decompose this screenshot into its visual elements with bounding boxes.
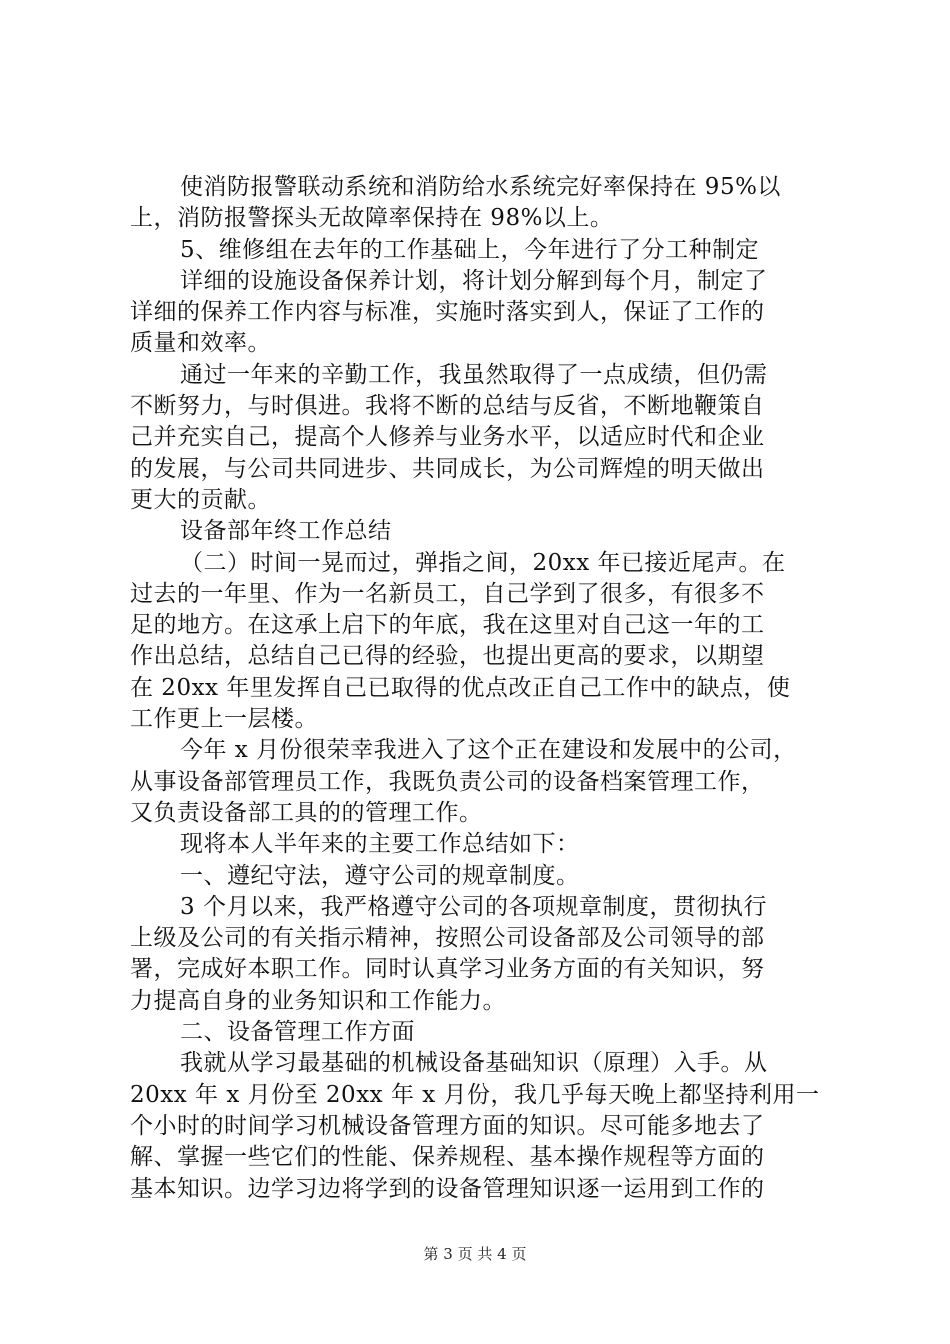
- text-line: 更大的贡献。: [130, 486, 271, 513]
- text-line: 过去的一年里、作为一名新员工，自己学到了很多，有很多不: [130, 580, 765, 607]
- text-line: 个小时的时间学习机械设备管理方面的知识。尽可能多地去了: [130, 1112, 765, 1139]
- text-line: 解、掌握一些它们的性能、保养规程、基本操作规程等方面的: [130, 1144, 765, 1171]
- document-body: [130, 172, 830, 1205]
- page-footer: 第 3 页 共 4 页: [423, 1245, 527, 1263]
- text-line: 力提高自身的业务知识和工作能力。: [130, 987, 506, 1014]
- text-line: 在 20xx 年里发挥自己已取得的优点改正自己工作中的缺点，使: [130, 674, 791, 701]
- text-line: 己并充实自己，提高个人修养与业务水平，以适应时代和企业: [130, 424, 765, 451]
- text-line: 上，消防报警探头无故障率保持在 98%以上。: [130, 205, 614, 232]
- text-line: 不断努力，与时俱进。我将不断的总结与反省，不断地鞭策自: [130, 393, 765, 420]
- text-line: 今年 x 月份很荣幸我进入了这个正在建设和发展中的公司，: [180, 737, 797, 764]
- text-line: 质量和效率。: [130, 330, 271, 357]
- text-line: 详细的保养工作内容与标准，实施时落实到人，保证了工作的: [130, 299, 765, 326]
- text-line: 作出总结，总结自己已得的经验，也提出更高的要求，以期望: [130, 643, 765, 670]
- text-line: 现将本人半年来的主要工作总结如下：: [180, 831, 580, 858]
- text-line: 基本知识。边学习边将学到的设备管理知识逐一运用到工作的: [130, 1175, 765, 1202]
- text-line: 详细的设施设备保养计划，将计划分解到每个月，制定了: [180, 267, 768, 294]
- text-line: （二）时间一晃而过，弹指之间，20xx 年已接近尾声。在: [180, 549, 786, 576]
- text-line: 的发展，与公司共同进步、共同成长，为公司辉煌的明天做出: [130, 455, 765, 482]
- text-line: 20xx 年 x 月份至 20xx 年 x 月份，我几乎每天晚上都坚持利用一: [130, 1081, 820, 1108]
- text-line: 足的地方。在这承上启下的年底，我在这里对自己这一年的工: [130, 612, 765, 639]
- text-line: 从事设备部管理员工作，我既负责公司的设备档案管理工作，: [130, 768, 765, 795]
- text-line: 使消防报警联动系统和消防给水系统完好率保持在 95%以: [180, 174, 781, 200]
- text-line: 我就从学习最基础的机械设备基础知识（原理）入手。从: [180, 1050, 768, 1077]
- text-line: 又负责设备部工具的的管理工作。: [130, 799, 483, 826]
- text-line: 署，完成好本职工作。同时认真学习业务方面的有关知识，努: [130, 956, 765, 983]
- text-line: 二、设备管理工作方面: [180, 1019, 415, 1046]
- text-line: 5、维修组在去年的工作基础上，今年进行了分工种制定: [180, 236, 760, 263]
- text-line: 上级及公司的有关指示精神，按照公司设备部及公司领导的部: [130, 925, 765, 952]
- text-line: 工作更上一层楼。: [130, 706, 318, 733]
- text-line: 设备部年终工作总结: [180, 518, 392, 545]
- text-line: 通过一年来的辛勤工作，我虽然取得了一点成绩，但仍需: [180, 361, 768, 388]
- text-line: 3 个月以来，我严格遵守公司的各项规章制度，贯彻执行: [180, 893, 767, 920]
- text-line: 一、遵纪守法，遵守公司的规章制度。: [180, 862, 580, 889]
